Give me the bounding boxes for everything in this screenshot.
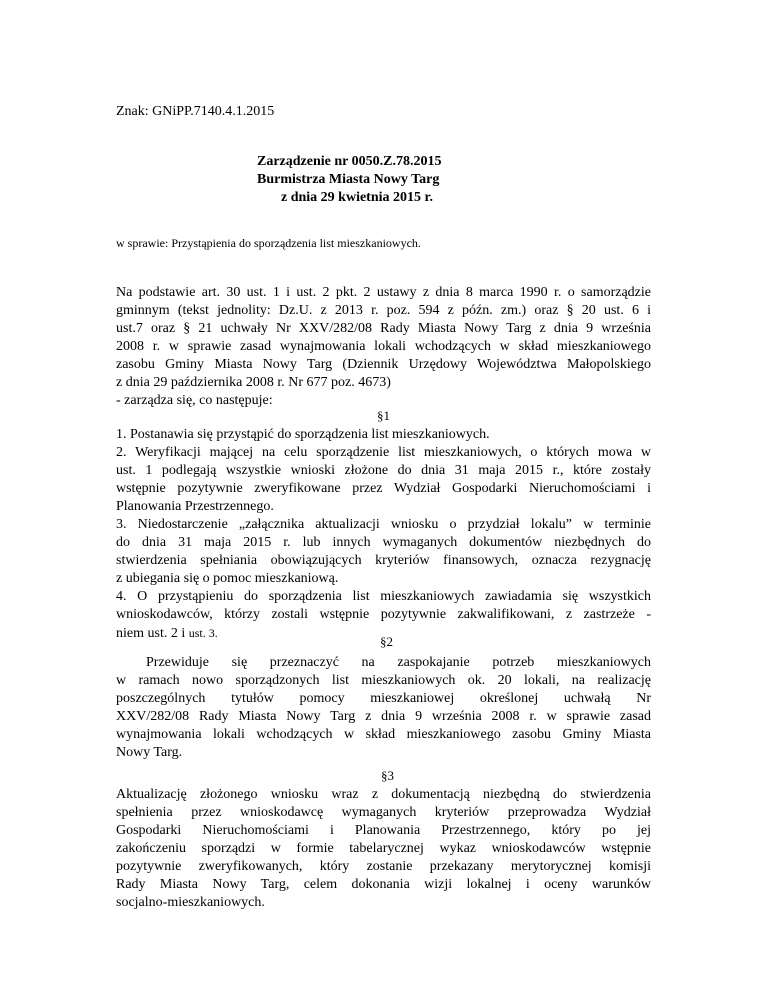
ordinance-number: Zarządzenie nr 0050.Z.78.2015 <box>257 154 442 169</box>
section-1-line: 1. Postanawia się przystąpić do sporządzenia list mieszkaniowych. <box>116 427 490 442</box>
section-2-line: Przewiduje się przeznaczyć na zaspokajanie potrzeb mieszkaniowych <box>146 655 651 670</box>
section-3-line: socjalno-mieszkaniowych. <box>116 895 265 910</box>
section-3-line: Gospodarki Nieruchomościami i Planowania Przestrzennego, który po jej <box>116 823 651 838</box>
section-3-line: Rady Miasta Nowy Targ, celem dokonania wizji lokalnej i oceny warunków <box>116 877 651 892</box>
section-3-line: Aktualizację złożonego wniosku wraz z dokumentacją niezbędną do stwierdzenia <box>116 787 651 802</box>
section-3-heading: §3 <box>381 768 394 783</box>
section-1-line: 4. O przystąpieniu do sporządzenia list mieszkaniowych zawiadamia się wszystkich <box>116 589 651 604</box>
section-1-last-line-end: ust. 3. <box>188 626 218 640</box>
section-2-line: wynajmowania lokali wchodzących w skład mieszkaniowego zasobu Gminy Miasta <box>116 727 651 742</box>
section-1-line: stwierdzenia spełniania obowiązujących kryteriów finansowych, oznacza rezygnację <box>116 553 651 568</box>
section-2-body <box>116 654 651 762</box>
section-1-heading: §1 <box>377 408 390 423</box>
section-1-line: wnioskodawców, którzy zostali wstępnie pozytywnie zakwalifikowani, z zastrzeże - <box>116 607 651 622</box>
preamble-line: Na podstawie art. 30 ust. 1 i ust. 2 pkt. 2 ustawy z dnia 8 marca 1990 r. o samorządzie <box>116 285 651 300</box>
subject-line: w sprawie: Przystąpienia do sporządzenia list mieszkaniowych. <box>116 236 421 250</box>
section-3-body <box>116 786 651 912</box>
preamble-line: 2008 r. w sprawie zasad wynajmowania lokali wchodzących w skład mieszkaniowego <box>116 339 651 354</box>
section-1-line: ust. 1 podlegają wszystkie wnioski złożone do dnia 31 maja 2015 r., które zostały <box>116 463 651 478</box>
preamble-line: ust.7 oraz § 21 uchwały Nr XXV/282/08 Rady Miasta Nowy Targ z dnia 9 września <box>116 321 651 336</box>
section-1-line: Planowania Przestrzennego. <box>116 499 274 514</box>
section-3-line: zakończeniu sporządzi w formie tabelarycznej wykaz wnioskodawców wstępnie <box>116 841 651 856</box>
preamble-line: zasobu Gminy Miasta Nowy Targ (Dziennik Urzędowy Województwa Małopolskiego <box>116 357 651 372</box>
preamble-line: - zarządza się, co następuje: <box>116 393 273 408</box>
preamble <box>116 284 651 410</box>
section-3-line: spełnienia przez wnioskodawcę wymaganych kryteriów przeprowadza Wydział <box>116 805 651 820</box>
ordinance-date: z dnia 29 kwietnia 2015 r. <box>281 190 433 205</box>
section-1-line: 2. Weryfikacji mającej na celu sporządzenie list mieszkaniowych, o których mowa w <box>116 445 651 460</box>
section-2-line: XXV/282/08 Rady Miasta Nowy Targ z dnia 9 września 2008 r. w sprawie zasad <box>116 709 651 724</box>
section-3-line: pozytywnie zweryfikowanych, który zostanie przekazany merytorycznej komisji <box>116 859 651 874</box>
section-2-heading: §2 <box>380 634 393 649</box>
document-reference-number: Znak: GNiPP.7140.4.1.2015 <box>116 104 275 119</box>
section-1-line: do dnia 31 maja 2015 r. lub innych wymaganych dokumentów niezbędnych do <box>116 535 651 550</box>
preamble-line: gminnym (tekst jednolity: Dz.U. z 2013 r. poz. 594 z późn. zm.) oraz § 20 ust. 6 i <box>116 303 651 318</box>
issuer-title: Burmistrza Miasta Nowy Targ <box>257 172 440 187</box>
section-1-body <box>116 426 651 643</box>
section-1-line: wstępnie pozytywnie zweryfikowane przez Wydział Gospodarki Nieruchomościami i <box>116 481 651 496</box>
section-2-line: Nowy Targ. <box>116 745 183 760</box>
section-1-line: 3. Niedostarczenie „załącznika aktualizacji wniosku o przydział lokalu” w terminie <box>116 517 651 532</box>
section-2-line: w ramach nowo sporządzonych list mieszkaniowych ok. 20 lokali, na realizację <box>116 673 651 688</box>
preamble-line: z dnia 29 października 2008 r. Nr 677 poz. 4673) <box>116 375 391 390</box>
section-2-line: poszczególnych tytułów pomocy mieszkaniowej określonej uchwałą Nr <box>116 691 651 706</box>
section-1-last-line-start: niem ust. 2 i <box>116 626 186 641</box>
section-1-line: z ubiegania się o pomoc mieszkaniową. <box>116 571 339 586</box>
